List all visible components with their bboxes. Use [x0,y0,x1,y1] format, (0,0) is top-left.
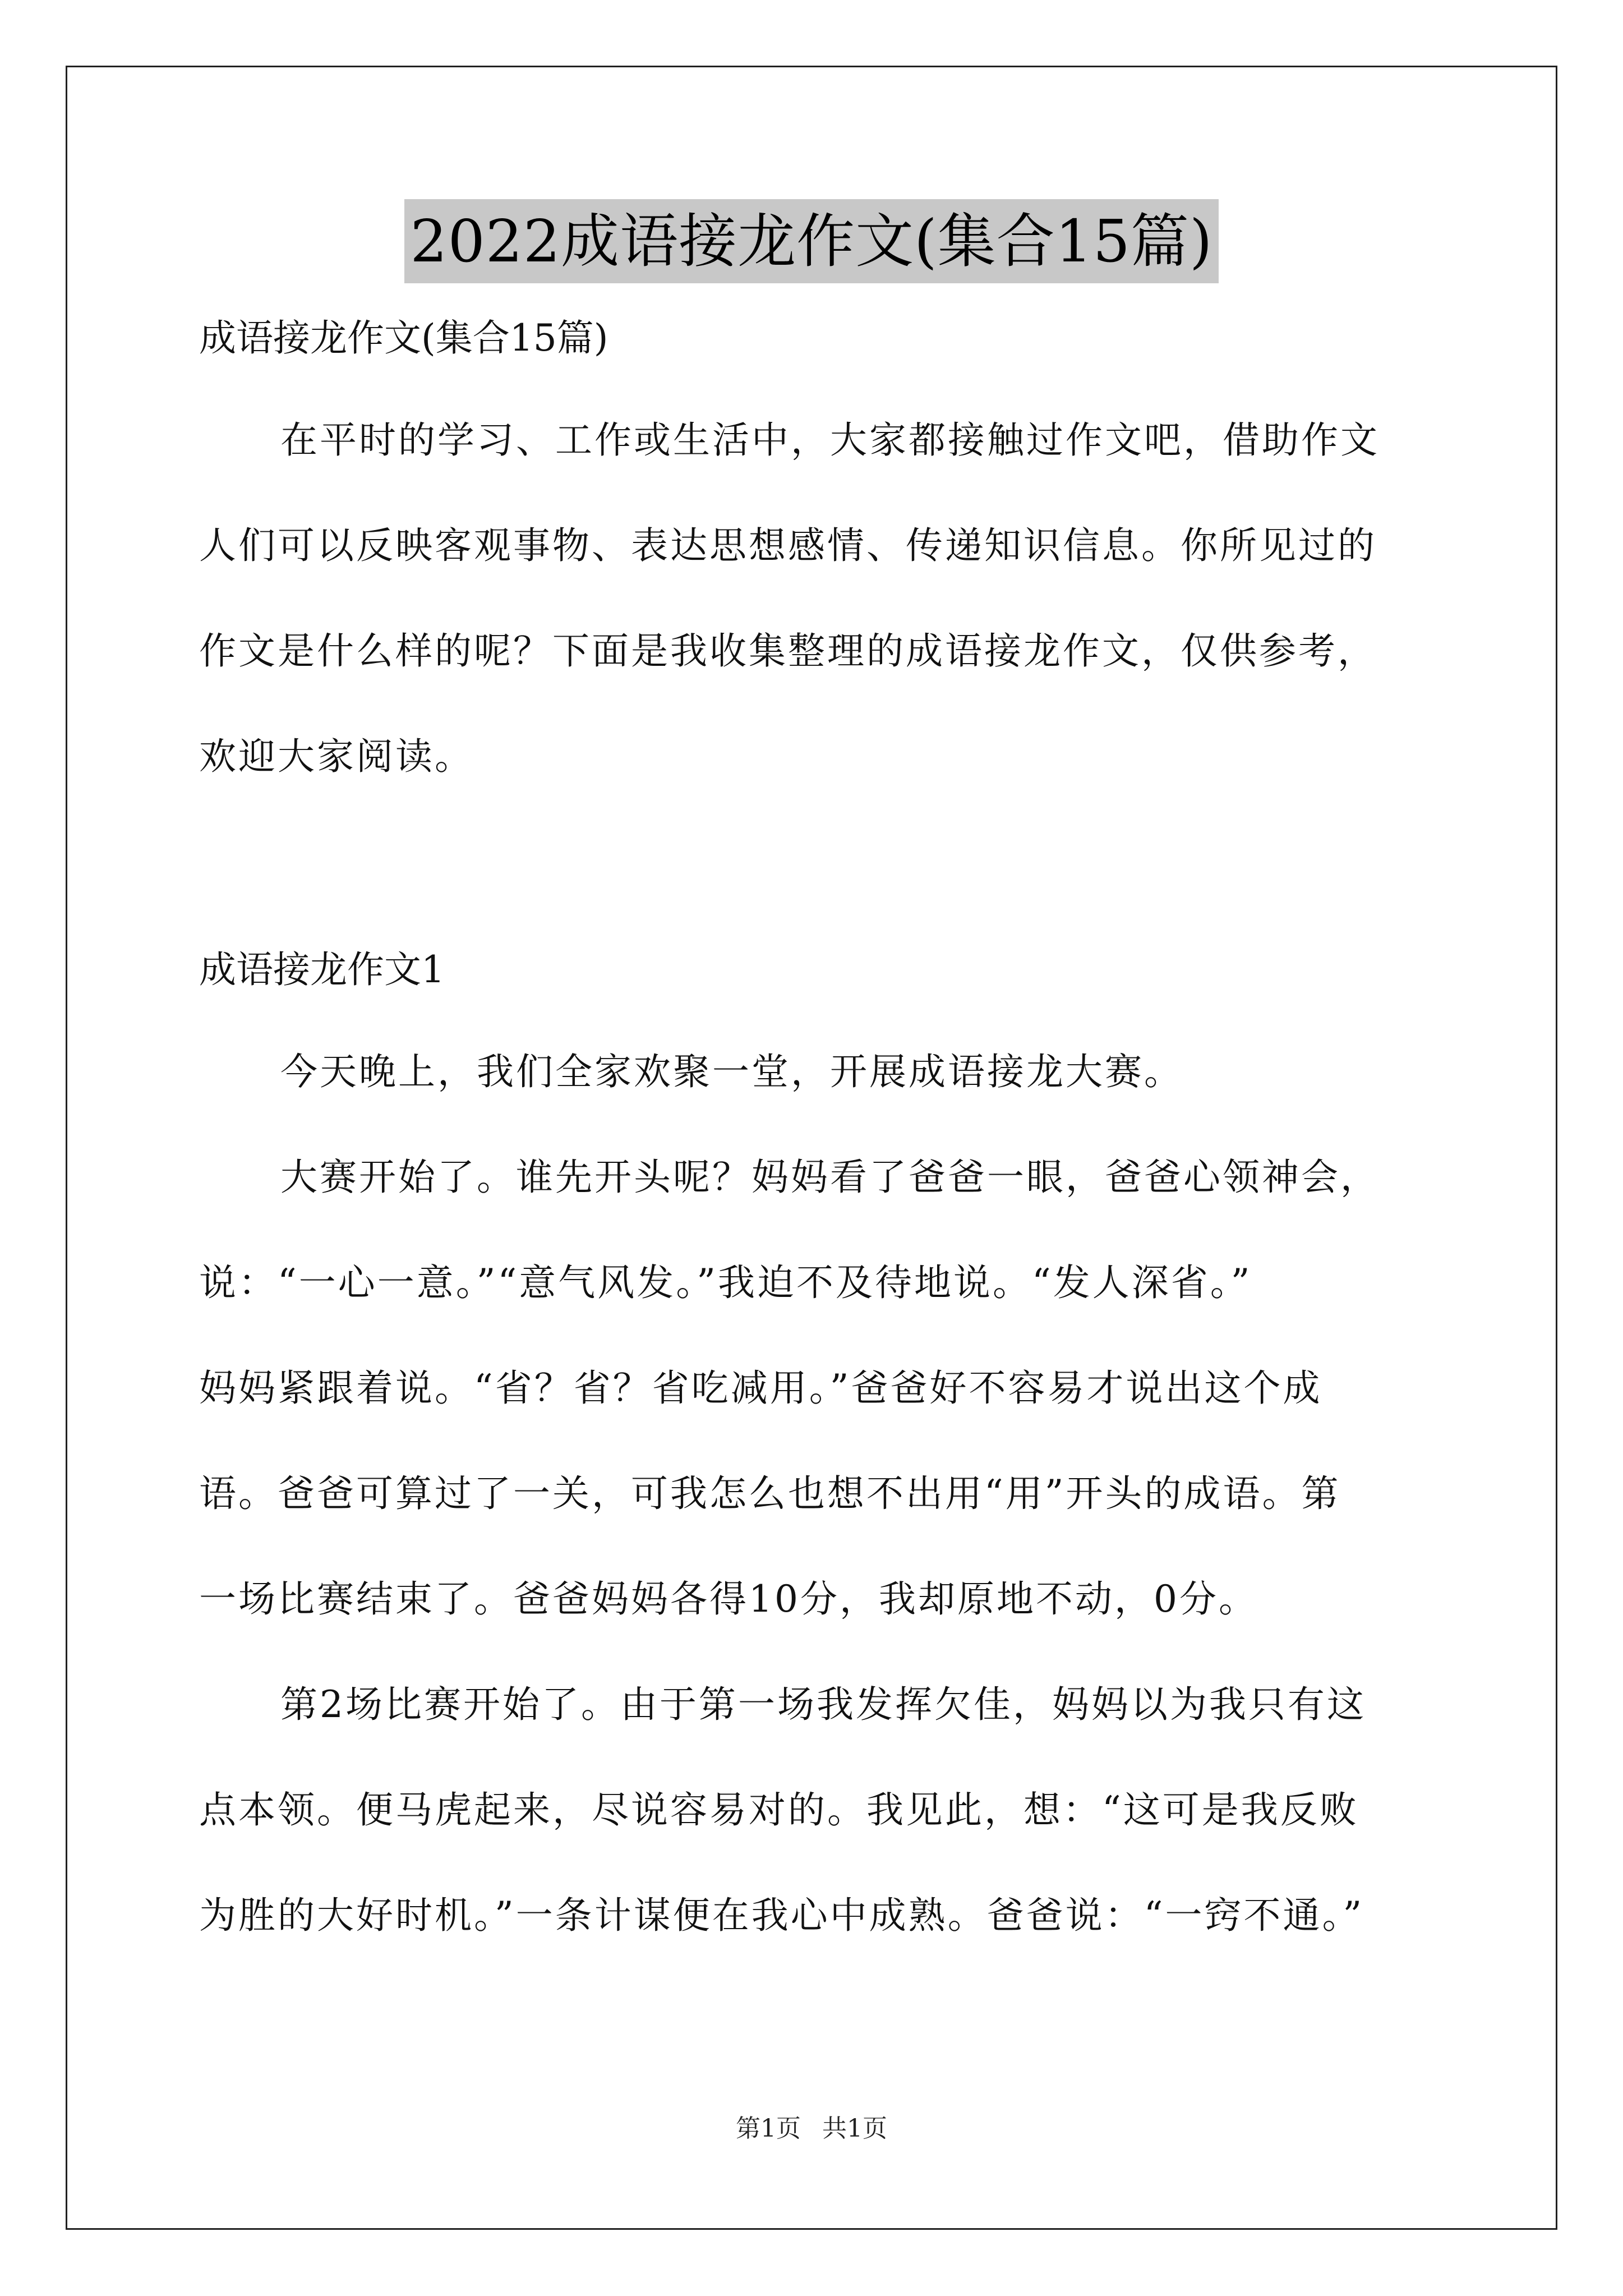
intro-line-2: 人们可以反映客观事物、表达思想感情、传递知识信息。你所见过的 [199,524,1377,567]
body-line-7: 第2场比赛开始了。由于第一场我发挥欠佳，妈妈以为我只有这 [280,1683,1366,1726]
page-total: 共1页 [822,2114,887,2143]
page-number: 第1页 [736,2114,801,2143]
document-subtitle: 成语接龙作文(集合15篇) [199,316,608,360]
document-title: 2022成语接龙作文(集合15篇) [404,199,1218,283]
body-line-3: 说：“一心一意。”“意气风发。”我迫不及待地说。“发人深省。” [199,1261,1252,1304]
page-footer [0,2112,1623,2146]
title-container [0,199,1623,283]
body-line-2: 大赛开始了。谁先开头呢？妈妈看了爸爸一眼，爸爸心领神会， [280,1156,1380,1199]
body-line-9: 为胜的大好时机。”一条计谋便在我心中成熟。爸爸说：“一窍不通。” [199,1894,1364,1937]
body-line-6: 一场比赛结束了。爸爸妈妈各得10分，我却原地不动，0分。 [199,1577,1258,1621]
body-line-5: 语。爸爸可算过了一关，可我怎么也想不出用“用”开头的成语。第 [199,1472,1341,1515]
body-line-8: 点本领。便马虎起来，尽说容易对的。我见此，想：“这可是我反败 [199,1788,1359,1832]
intro-line-1: 在平时的学习、工作或生活中，大家都接触过作文吧，借助作文 [280,418,1380,462]
intro-line-4: 欢迎大家阅读。 [199,735,474,778]
intro-line-3: 作文是什么样的呢？下面是我收集整理的成语接龙作文，仅供参考， [199,629,1377,673]
body-line-4: 妈妈紧跟着说。“省？省？省吃减用。”爸爸好不容易才说出这个成 [199,1366,1322,1410]
body-line-1: 今天晚上，我们全家欢聚一堂，开展成语接龙大赛。 [280,1050,1183,1093]
section-heading: 成语接龙作文1 [199,948,445,991]
